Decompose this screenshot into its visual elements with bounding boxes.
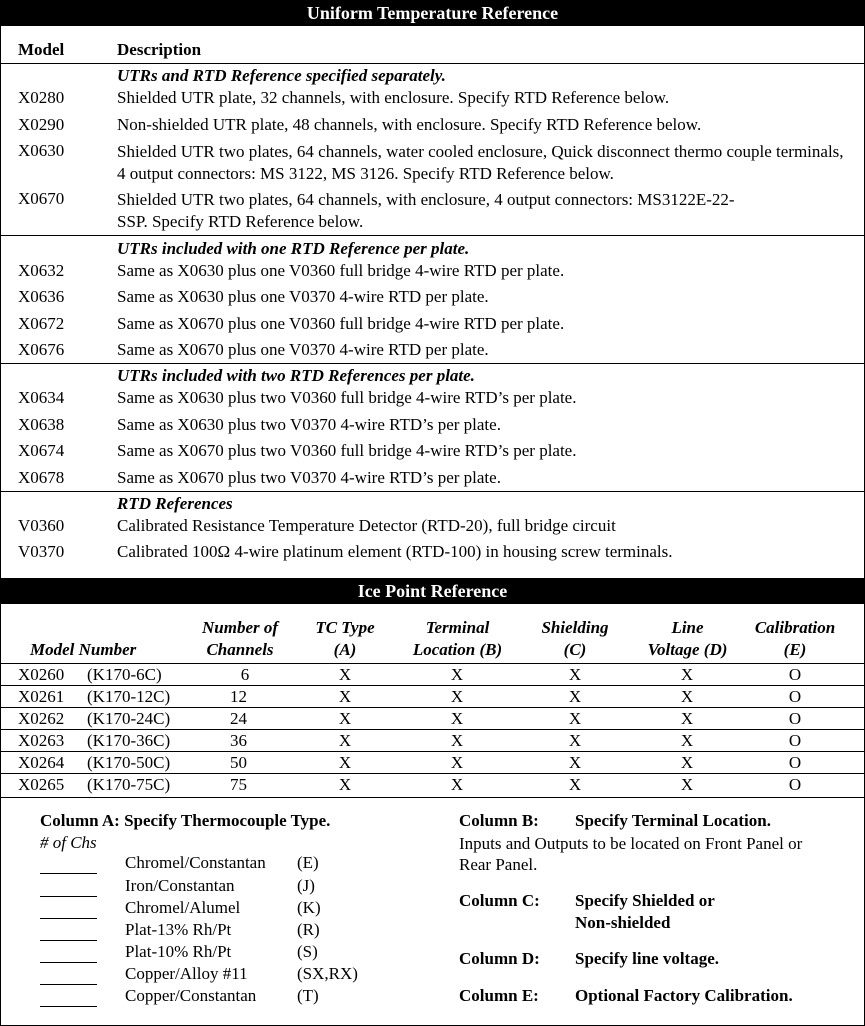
- tc-type-name: Plat-10% Rh/Pt: [125, 942, 232, 961]
- model-code: X0632: [18, 261, 65, 280]
- blank-line[interactable]: [40, 940, 97, 941]
- model-code: X0670: [18, 189, 65, 208]
- ice-e: O: [788, 731, 802, 750]
- tc-type-name: Iron/Constantan: [125, 876, 235, 895]
- model-code: X0290: [18, 115, 65, 134]
- ice-col-tc-type: TC Type: [315, 618, 375, 637]
- model-description: Calibrated Resistance Temperature Detector (RTD-20), full bridge circuit: [117, 516, 616, 535]
- utr-title: Uniform Temperature Reference: [306, 3, 559, 23]
- group-heading: RTD References: [117, 494, 233, 513]
- ice-part: (K170-75C): [87, 775, 171, 794]
- ice-model: X0264: [18, 753, 65, 772]
- ice-channels: 6: [240, 665, 250, 684]
- ice-d: X: [680, 709, 694, 728]
- col-a-title: Column A: Specify Thermocouple Type.: [40, 811, 331, 830]
- model-description: Same as X0670 plus one V0360 full bridge 4-wire RTD per plate.: [117, 314, 565, 333]
- ice-b: X: [450, 753, 464, 772]
- ice-c: X: [568, 687, 582, 706]
- ice-a: X: [338, 731, 352, 750]
- col-e-text: Optional Factory Calibration.: [575, 986, 793, 1005]
- ice-model: X0265: [18, 775, 65, 794]
- ice-part: (K170-36C): [87, 731, 171, 750]
- model-description: Shielded UTR two plates, 64 channels, with enclosure, 4 output connectors: MS3122E-22-SSP. Specify RTD Reference below.: [117, 190, 735, 231]
- ice-c: X: [568, 709, 582, 728]
- model-description: Shielded UTR plate, 32 channels, with enclosure. Specify RTD Reference below.: [117, 88, 670, 107]
- ice-channels: 24: [230, 709, 247, 728]
- tc-type-name: Chromel/Alumel: [125, 898, 241, 917]
- model-code: X0674: [18, 441, 65, 460]
- col-d-label: Column D:: [459, 949, 540, 968]
- group-heading: UTRs and RTD Reference specified separately.: [117, 66, 446, 85]
- col-c-label: Column C:: [459, 891, 540, 910]
- divider: [0, 797, 865, 798]
- ice-b: X: [450, 709, 464, 728]
- ice-col-terminal: Terminal: [425, 618, 490, 637]
- model-description: Shielded UTR two plates, 64 channels, water cooled enclosure, Quick disconnect thermo couple terminals, 4 output connectors: MS 3122, MS 3126. Specify RTD Reference below.: [117, 142, 844, 183]
- group-heading: UTRs included with one RTD Reference per plate.: [117, 239, 470, 258]
- ice-channels: 12: [230, 687, 247, 706]
- ice-model: X0260: [18, 665, 65, 684]
- ice-c: X: [568, 753, 582, 772]
- ice-c: X: [568, 731, 582, 750]
- model-description: Same as X0630 plus two V0360 full bridge 4-wire RTD’s per plate.: [117, 388, 577, 407]
- ice-col-line-voltage: Voltage (D): [647, 640, 728, 659]
- tc-type-name: Plat-13% Rh/Pt: [125, 920, 232, 939]
- model-description: Same as X0630 plus two V0370 4-wire RTD’s per plate.: [117, 415, 501, 434]
- tc-type-code: (T): [297, 986, 319, 1005]
- ice-col-model: Model Number: [30, 640, 137, 659]
- utr-col-model: Model: [18, 40, 65, 59]
- ice-part: (K170-24C): [87, 709, 171, 728]
- ice-part: (K170-50C): [87, 753, 171, 772]
- model-code: X0280: [18, 88, 65, 107]
- ice-part: (K170-12C): [87, 687, 171, 706]
- ice-col-shielding: (C): [563, 640, 587, 659]
- model-description: Calibrated 100Ω 4-wire platinum element (RTD-100) in housing screw terminals.: [117, 542, 673, 561]
- model-code: X0672: [18, 314, 65, 333]
- model-description: Same as X0630 plus one V0360 full bridge 4-wire RTD per plate.: [117, 261, 565, 280]
- ice-a: X: [338, 709, 352, 728]
- model-code: X0630: [18, 141, 65, 160]
- ice-e: O: [788, 665, 802, 684]
- ice-e: O: [788, 775, 802, 794]
- model-code: X0636: [18, 287, 65, 306]
- ice-d: X: [680, 665, 694, 684]
- ice-a: X: [338, 687, 352, 706]
- blank-line[interactable]: [40, 918, 97, 919]
- blank-line[interactable]: [40, 1006, 97, 1007]
- ice-model: X0263: [18, 731, 65, 750]
- utr-col-description: Description: [117, 40, 202, 59]
- ice-b: X: [450, 665, 464, 684]
- tc-type-name: Copper/Constantan: [125, 986, 257, 1005]
- blank-line[interactable]: [40, 984, 97, 985]
- model-description: Non-shielded UTR plate, 48 channels, with enclosure. Specify RTD Reference below.: [117, 115, 702, 134]
- tc-type-code: (R): [297, 920, 320, 939]
- ice-channels: 36: [230, 731, 247, 750]
- ice-d: X: [680, 731, 694, 750]
- model-description: Same as X0670 plus two V0370 4-wire RTD’s per plate.: [117, 468, 501, 487]
- ice-a: X: [338, 753, 352, 772]
- col-e-label: Column E:: [459, 986, 539, 1005]
- divider: [0, 235, 865, 236]
- ice-c: X: [568, 775, 582, 794]
- ice-b: X: [450, 731, 464, 750]
- blank-line[interactable]: [40, 962, 97, 963]
- utr-title-band: [0, 0, 865, 26]
- group-heading: UTRs included with two RTD References per plate.: [117, 366, 475, 385]
- ice-e: O: [788, 709, 802, 728]
- num-chs-label: # of Chs: [40, 833, 97, 852]
- divider: [0, 773, 865, 774]
- col-b-detail: Inputs and Outputs to be located on Front Panel or Rear Panel.: [459, 834, 803, 874]
- ice-col-terminal: Location (B): [412, 640, 503, 659]
- model-code: X0638: [18, 415, 65, 434]
- col-b-label: Column B:: [459, 811, 539, 830]
- tc-type-name: Chromel/Constantan: [125, 853, 266, 872]
- ice-a: X: [338, 775, 352, 794]
- ice-b: X: [450, 775, 464, 794]
- ice-model: X0261: [18, 687, 65, 706]
- tc-type-name: Copper/Alloy #11: [125, 964, 248, 983]
- ice-col-calibration: (E): [783, 640, 807, 659]
- tc-type-code: (SX,RX): [297, 964, 358, 983]
- model-description: Same as X0670 plus one V0370 4-wire RTD per plate.: [117, 340, 489, 359]
- model-code: V0370: [18, 542, 65, 561]
- ice-d: X: [680, 775, 694, 794]
- ice-title: Ice Point Reference: [357, 581, 508, 601]
- ice-col-channels: Channels: [206, 640, 274, 659]
- ice-part: (K170-6C): [87, 665, 162, 684]
- blank-line[interactable]: [40, 896, 97, 897]
- model-description: Same as X0630 plus one V0370 4-wire RTD per plate.: [117, 287, 489, 306]
- ice-col-calibration: Calibration: [754, 618, 836, 637]
- model-description: Same as X0670 plus two V0360 full bridge 4-wire RTD’s per plate.: [117, 441, 577, 460]
- divider: [0, 363, 865, 364]
- tc-type-code: (J): [297, 876, 315, 895]
- col-d-text: Specify line voltage.: [575, 949, 720, 968]
- ice-b: X: [450, 687, 464, 706]
- ice-c: X: [568, 665, 582, 684]
- ice-e: O: [788, 753, 802, 772]
- ice-model: X0262: [18, 709, 65, 728]
- ice-d: X: [680, 687, 694, 706]
- divider: [0, 685, 865, 686]
- blank-line[interactable]: [40, 873, 97, 874]
- divider: [0, 63, 865, 64]
- divider: [0, 751, 865, 752]
- ice-e: O: [788, 687, 802, 706]
- ice-channels: 75: [230, 775, 247, 794]
- ice-title-band: [0, 578, 865, 604]
- ice-d: X: [680, 753, 694, 772]
- tc-type-code: (S): [297, 942, 318, 961]
- ice-col-shielding: Shielding: [541, 618, 609, 637]
- col-c-text: Specify Shielded or: [575, 891, 715, 910]
- divider: [0, 663, 865, 664]
- divider: [0, 707, 865, 708]
- ice-channels: 50: [230, 753, 247, 772]
- model-code: X0634: [18, 388, 65, 407]
- ice-col-channels: Number of: [201, 618, 279, 637]
- model-code: V0360: [18, 516, 65, 535]
- divider: [0, 491, 865, 492]
- tc-type-code: (K): [297, 898, 321, 917]
- col-b-text: Specify Terminal Location.: [575, 811, 771, 830]
- ice-col-line-voltage: Line: [671, 618, 704, 637]
- ice-a: X: [338, 665, 352, 684]
- model-code: X0678: [18, 468, 65, 487]
- col-c-text: Non-shielded: [575, 913, 671, 932]
- model-code: X0676: [18, 340, 65, 359]
- tc-type-code: (E): [297, 853, 319, 872]
- divider: [0, 729, 865, 730]
- ice-col-tc-type: (A): [333, 640, 357, 659]
